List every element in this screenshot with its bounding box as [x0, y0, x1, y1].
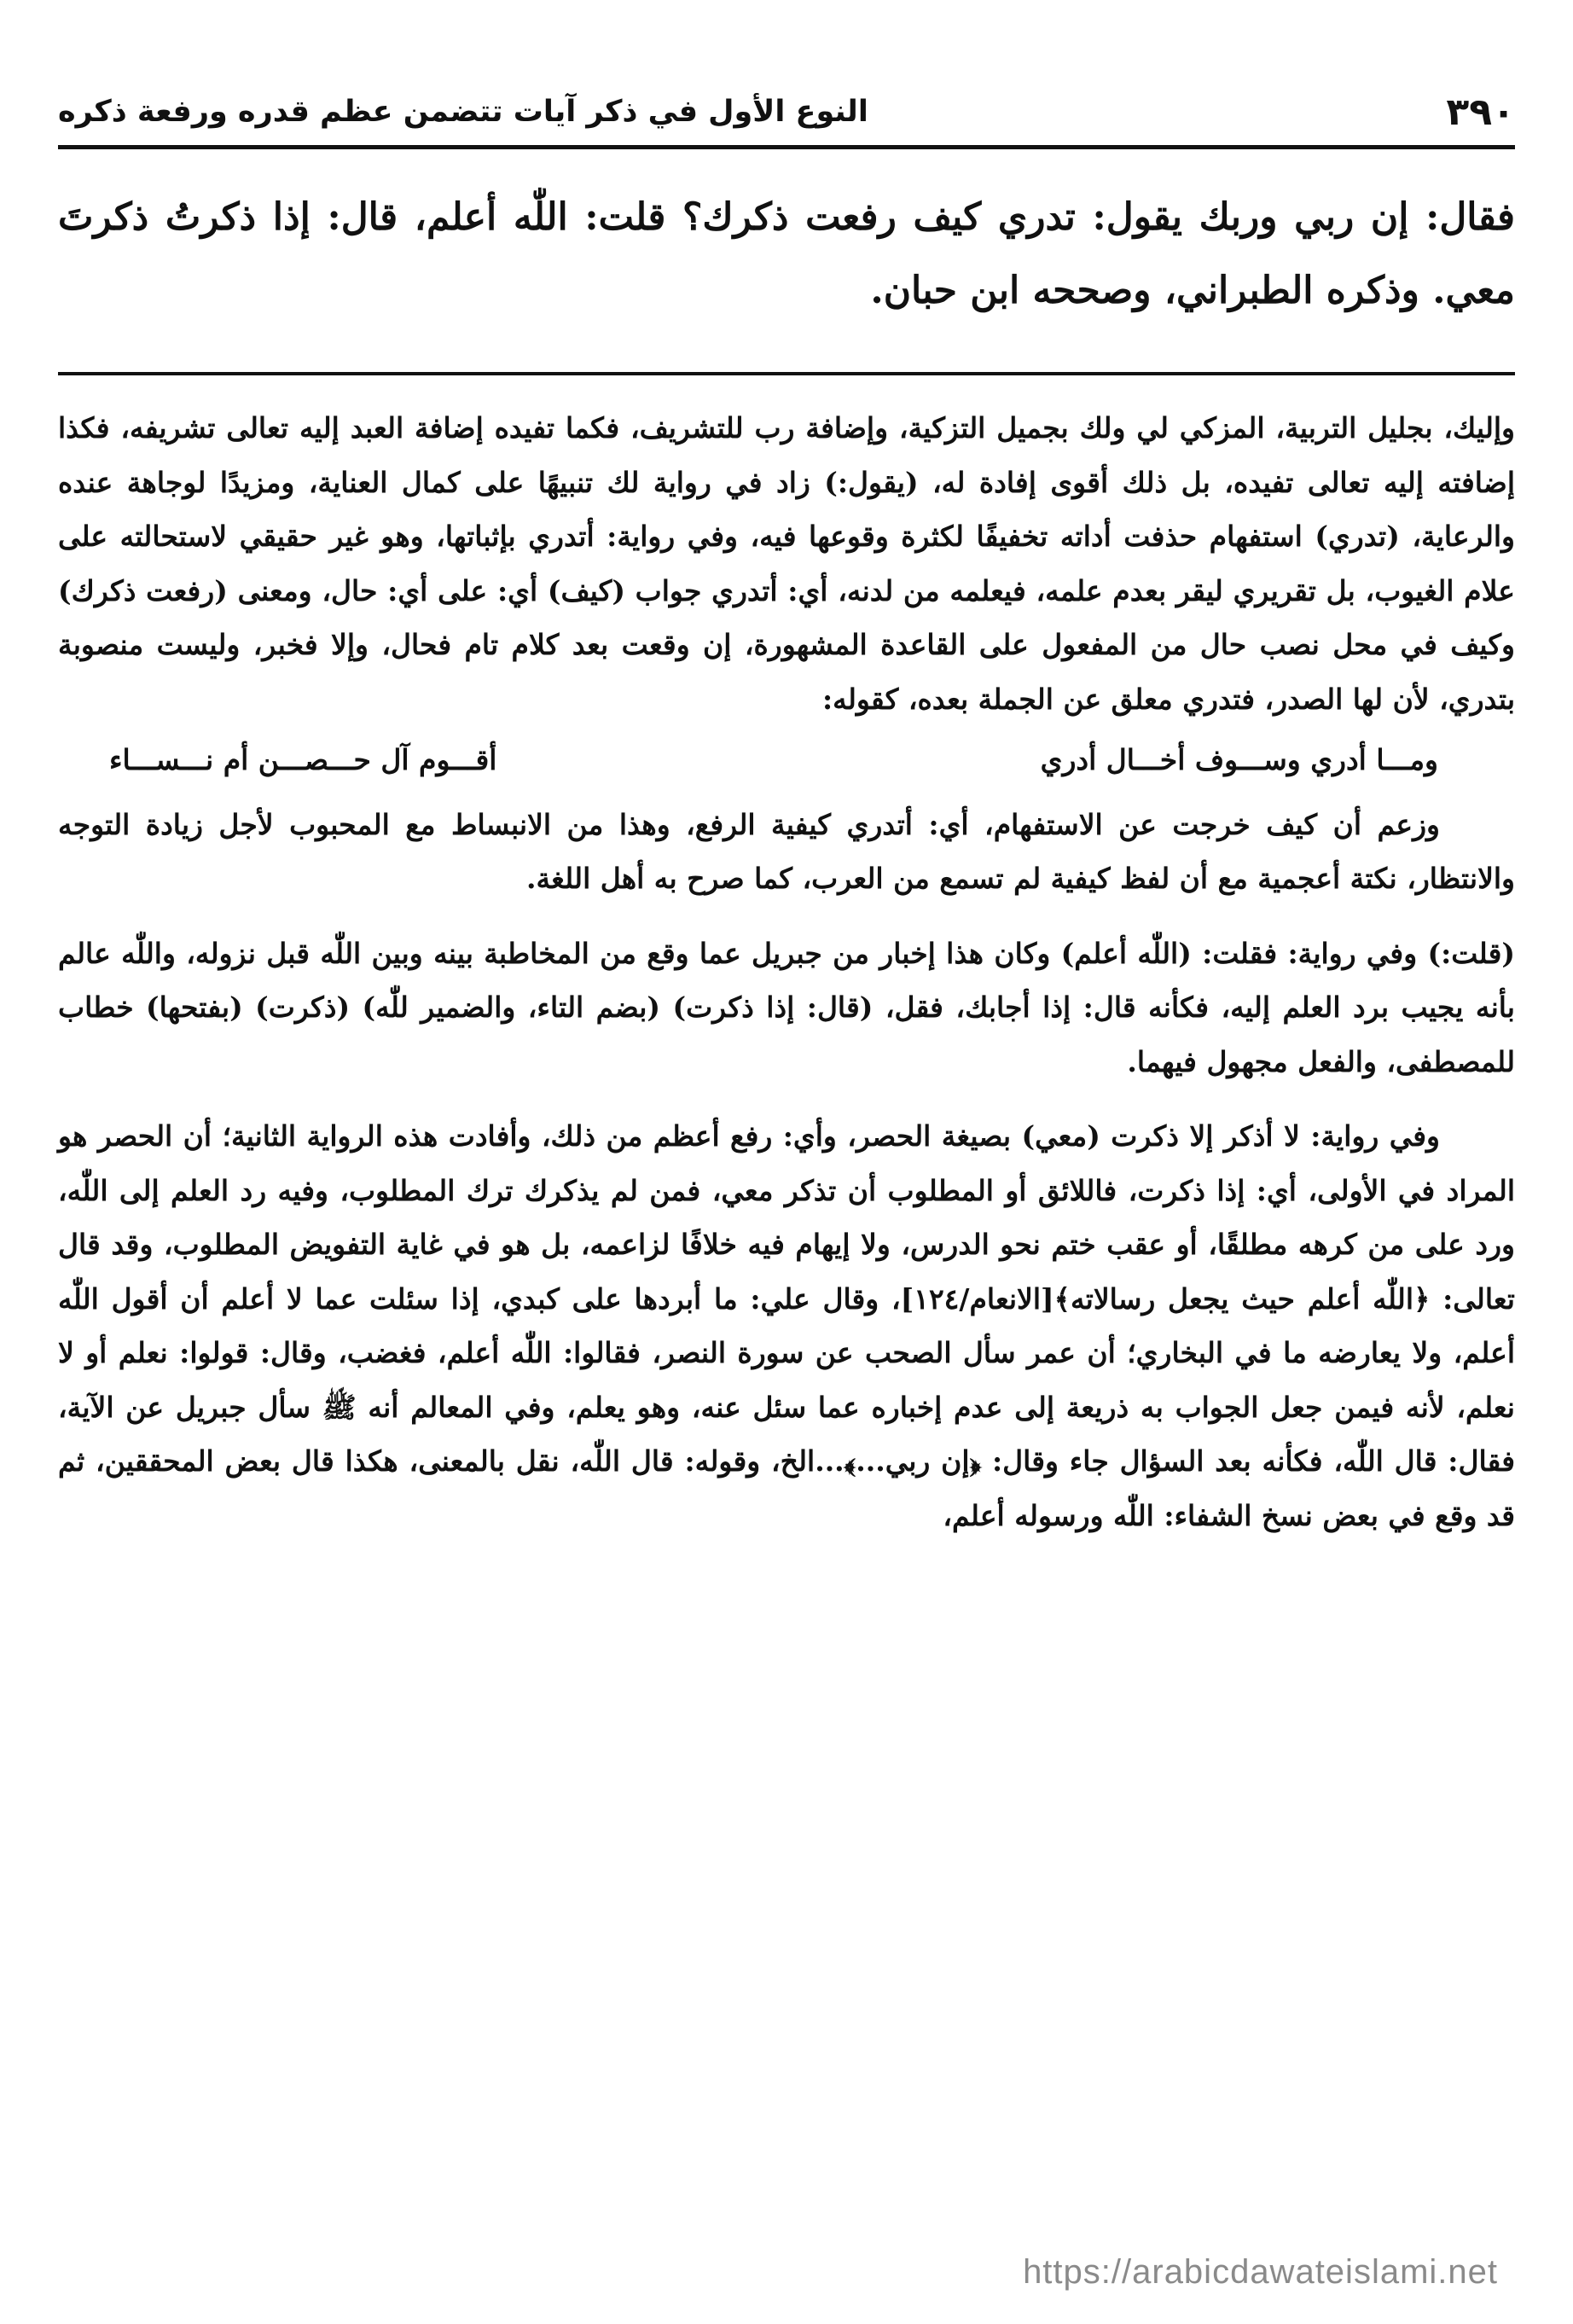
- main-hadith-text: [58, 181, 1515, 328]
- verse-first-hemistich: ومـــا أدري وســـوف أخـــال أدري: [1040, 743, 1438, 776]
- page-number: ٣٩٠: [1446, 90, 1515, 134]
- watermark-url: https://arabicdawateislami.net: [1023, 2253, 1498, 2291]
- main-text-paragraph: فقال: إن ربي وربك يقول: تدري كيف رفعت ذكرك؟ قلت: اللّٰه أعلم، قال: إذا ذكرتُ ذكرتَ معي. وذكره الطبراني، وصححه ابن حبان.: [58, 195, 1515, 312]
- footnote-separator: [58, 372, 1515, 375]
- commentary-paragraph-2: وزعم أن كيف خرجت عن الاستفهام، أي: أتدري كيفية الرفع، وهذا من الانبساط مع المحبوب لأجل زيادة التوجه والانتظار، نكتة أعجمية مع أن لفظ كيفية لم تسمع من العرب، كما صرح به أهل اللغة.: [58, 807, 1515, 895]
- commentary-section: [58, 401, 1515, 1543]
- commentary-paragraph-4: وفي رواية: لا أذكر إلا ذكرت (معي) بصيغة الحصر، وأي: رفع أعظم من ذلك، وأفادت هذه الرواية الثانية؛ أن الحصر هو المراد في الأولى، أي: إذا ذكرت، فاللائق أو المطلوب أن تذكر معي، فمن لم يذكرك ترك المطلوب، وفيه رد العلم إلى اللّٰه، ورد على من كرهه مطلقًا، أو عقب ختم نحو الدرس، ولا إيهام فيه خلافًا لزاعمه، بل هو في غاية التفويض المطلوب، وقد قال تعالى: ﴿اللّٰه أعلم حيث يجعل رسالاته﴾[الانعام/١٢٤]، وقال علي: ما أبردها على كبدي، إذا سئلت عما لا أعلم أن أقول اللّٰه أعلم، ولا يعارضه ما في البخاري؛ أن عمر سأل الصحب عن سورة النصر، فقالوا: اللّٰه أعلم، فغضب، وقال: قولوا: نعلم أو لا نعلم، لأنه فيمن جعل الجواب به ذريعة إلى عدم إخباره عما سئل عنه، وهو يعلم، وفي المعالم أنه ﷺ سأل جبريل عن الآية، فقال: قال اللّٰه، فكأنه بعد السؤال جاء وقال: ﴿إن ربي...﴾...الخ، وقوله: قال اللّٰه، نقل بالمعنى، هكذا قال بعض المحققين، ثم قد وقع في بعض نسخ الشفاء: اللّٰه ورسوله أعلم،: [58, 1119, 1515, 1532]
- verse-second-hemistich: أقـــوم آل حـــصـــن أم نـــســـاء: [109, 743, 497, 776]
- commentary-paragraph-3: (قلت:) وفي رواية: فقلت: (اللّٰه أعلم) وكان هذا إخبار من جبريل عما وقع من المخاطبة بينه وبين اللّٰه قبل نزوله، واللّٰه عالم بأنه يجيب برد العلم إليه، فكأنه قال: إذا أجابك، فقل، (قال: إذا ذكرت) (بضم التاء، والضمير للّٰه) (ذكرت) (بفتحها) خطاب للمصطفى، والفعل مجهول فيهما.: [58, 936, 1515, 1078]
- poetry-verse: [58, 733, 1515, 787]
- commentary-paragraph-1: وإليك، بجليل التربية، المزكي لي ولك بجميل التزكية، وإضافة رب للتشريف، فكما تفيده إضافة العبد إليه تعالى تشريفه، فكذا إضافته إليه تعالى تفيده، بل ذلك أقوى إفادة له، (يقول:) زاد في رواية لك تنبيهًا على كمال العناية، ومزيدًا لوجاهة عنده والرعاية، (تدري) استفهام حذفت أداته تخفيفًا لكثرة وقوعها فيه، وفي رواية: أتدري بإثباتها، وهو غير حقيقي لاستحالته على علام الغيوب، بل تقريري ليقر بعدم علمه، فيعلمه من لدنه، أي: أتدري جواب (كيف) أي: على أي: حال، ومعنى (رفعت ذكرك) وكيف في محل نصب حال من المفعول على القاعدة المشهورة، إن وقعت بعد كلام تام فحال، وإلا فخبر، وليست منصوبة بتدري، لأن لها الصدر، فتدري معلق عن الجملة بعده، كقوله:: [58, 411, 1515, 716]
- page-header: [58, 78, 1515, 149]
- running-title: النوع الأول في ذكر آيات تتضمن عظم قدره ورفعة ذكره: [58, 95, 868, 129]
